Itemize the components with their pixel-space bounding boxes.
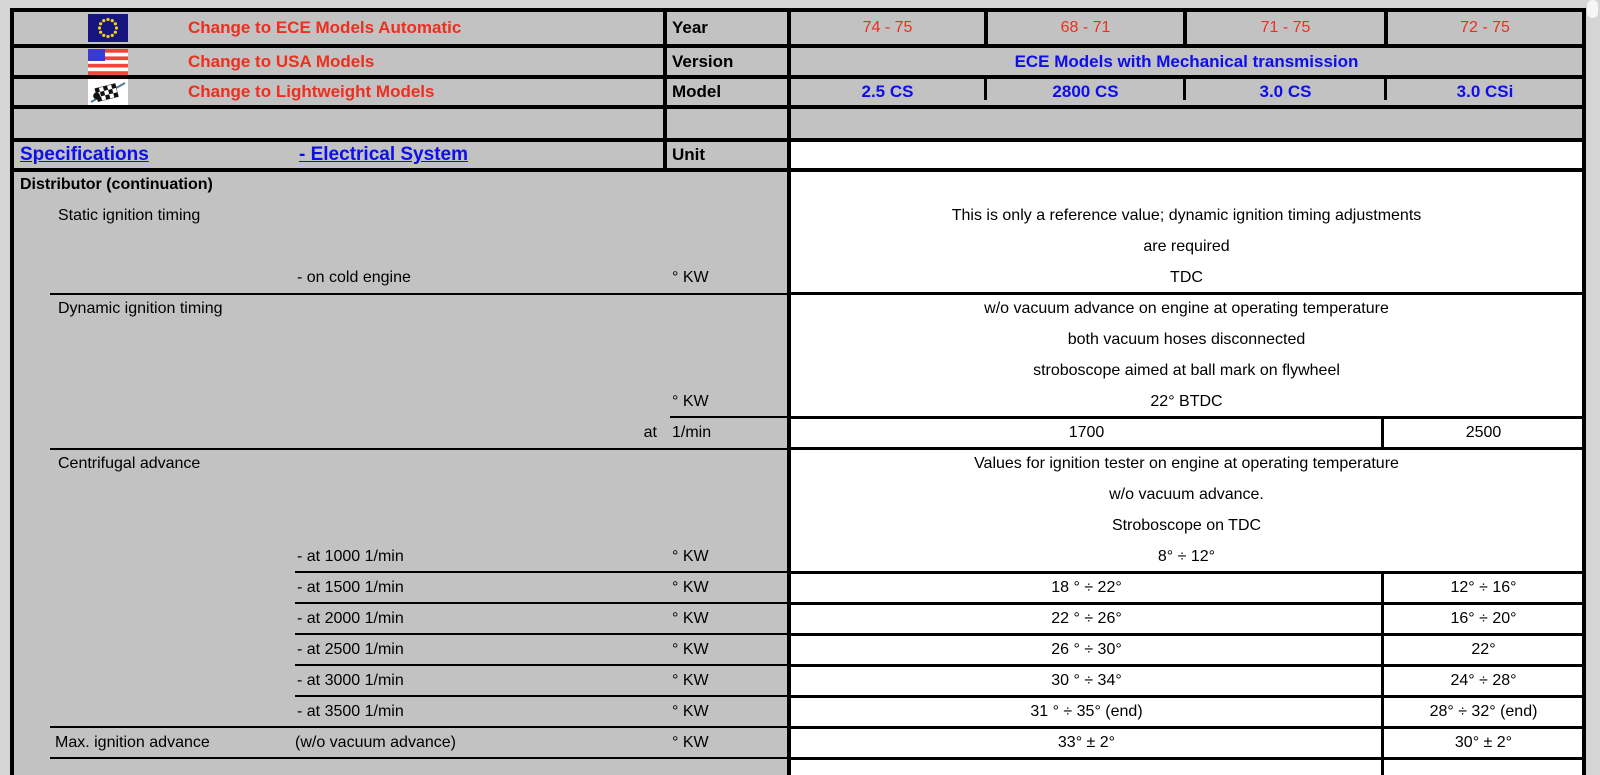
scrollbar-thumb[interactable] — [1587, 0, 1598, 18]
unit-cell: ° KW — [672, 610, 709, 627]
row-label-rpm: - at 2500 1/min — [297, 641, 404, 658]
value-cell: 33° ± 2° — [1057, 734, 1116, 751]
centrifugal-note: w/o vacuum advance. — [1109, 486, 1264, 503]
row-label-rpm: - at 3500 1/min — [297, 703, 404, 720]
model-cell: 3.0 CSi — [1456, 82, 1514, 101]
table-border-left — [10, 8, 14, 775]
value-cell: 22° BTDC — [1150, 393, 1223, 410]
static-timing-note: This is only a reference value; dynamic ignition timing adjustments — [951, 207, 1422, 224]
centrifugal-note: Values for ignition tester on engine at operating temperature — [974, 455, 1399, 472]
year-cell: 74 - 75 — [862, 19, 913, 36]
model-cell: 2.5 CS — [861, 82, 914, 101]
value-cell-csi: 2500 — [1465, 424, 1502, 441]
row-label-centrifugal: Centrifugal advance — [58, 455, 201, 472]
unit-cell: ° KW — [672, 548, 709, 565]
model-cell: 3.0 CS — [1259, 82, 1312, 101]
row-sublabel-max-advance: (w/o vacuum advance) — [295, 734, 456, 751]
value-cell-csi: 28° ÷ 32° (end) — [1429, 703, 1538, 720]
value-cell: 26 ° ÷ 30° — [1051, 641, 1122, 658]
model-row-label: Model — [672, 82, 722, 101]
version-row-label: Version — [672, 52, 734, 71]
value-cell-csi: 22° — [1471, 641, 1496, 658]
model-cell: 2800 CS — [1052, 82, 1119, 101]
value-cell: 1700 — [1068, 424, 1105, 441]
row-label-rpm: - at 3000 1/min — [297, 672, 404, 689]
page-subtitle: - Electrical System — [299, 144, 468, 165]
unit-cell: ° KW — [672, 641, 709, 658]
grid-line — [10, 105, 1586, 109]
unit-row-label: Unit — [672, 145, 706, 164]
dynamic-timing-note: w/o vacuum advance on engine at operating temperature — [984, 300, 1389, 317]
year-row-label: Year — [672, 18, 708, 37]
value-cell-csi: 16° ÷ 20° — [1450, 610, 1517, 627]
row-label-rpm: - at 1500 1/min — [297, 579, 404, 596]
unit-cell: ° KW — [672, 703, 709, 720]
row-label-rpm: - at 2000 1/min — [297, 610, 404, 627]
value-cell: 22 ° ÷ 26° — [1051, 610, 1122, 627]
unit-cell: 1/min — [672, 424, 712, 441]
value-cell: 18 ° ÷ 22° — [1051, 579, 1122, 596]
eu-flag-icon — [88, 14, 128, 42]
unit-cell: ° KW — [672, 672, 709, 689]
version-value: ECE Models with Mechanical transmission — [1014, 52, 1359, 71]
value-cell: 8° ÷ 12° — [1157, 548, 1216, 565]
usa-flag-icon — [88, 49, 128, 75]
grid-line — [10, 168, 1586, 172]
row-label-dynamic-timing: Dynamic ignition timing — [58, 300, 223, 317]
value-cell-csi: 30° ± 2° — [1454, 734, 1513, 751]
unit-cell: ° KW — [672, 393, 709, 410]
centrifugal-note: Stroboscope on TDC — [1111, 517, 1262, 534]
value-cell: 31 ° ÷ 35° (end) — [1030, 703, 1143, 720]
value-cell: TDC — [1170, 269, 1203, 286]
unit-cell: ° KW — [672, 269, 709, 286]
table-border-right — [1582, 8, 1586, 775]
row-label-max-advance: Max. ignition advance — [55, 734, 210, 751]
checkered-flag-icon — [88, 79, 128, 105]
dynamic-timing-note: both vacuum hoses disconnected — [1067, 331, 1306, 348]
grid-line — [984, 79, 987, 100]
dynamic-timing-note: stroboscope aimed at ball mark on flywheel — [1033, 362, 1340, 379]
value-cell-csi: 24° ÷ 28° — [1450, 672, 1517, 689]
grid-line — [1183, 79, 1186, 100]
link-ece-models-automatic[interactable]: Change to ECE Models Automatic — [188, 18, 462, 37]
value-cell: 30 ° ÷ 34° — [1051, 672, 1122, 689]
unit-cell: ° KW — [672, 579, 709, 596]
unit-cell: ° KW — [672, 734, 709, 751]
year-cell: 68 - 71 — [1060, 19, 1111, 36]
grid-line — [10, 138, 1586, 142]
year-cell: 72 - 75 — [1460, 19, 1510, 36]
grid-line — [663, 8, 667, 172]
static-timing-note: are required — [1143, 238, 1230, 255]
row-label-static-timing: Static ignition timing — [58, 207, 201, 224]
link-lightweight-models[interactable]: Change to Lightweight Models — [188, 82, 435, 101]
page-title: Specifications — [20, 144, 149, 165]
link-usa-models[interactable]: Change to USA Models — [188, 52, 375, 71]
row-label-rpm: - at 1000 1/min — [297, 548, 404, 565]
grid-line — [1384, 79, 1387, 100]
section-heading: Distributor (continuation) — [20, 176, 213, 193]
row-label-cold-engine: - on cold engine — [297, 269, 411, 286]
year-cell: 71 - 75 — [1260, 19, 1311, 36]
at-label: at — [643, 424, 657, 441]
value-cell-csi: 12° ÷ 16° — [1450, 579, 1517, 596]
